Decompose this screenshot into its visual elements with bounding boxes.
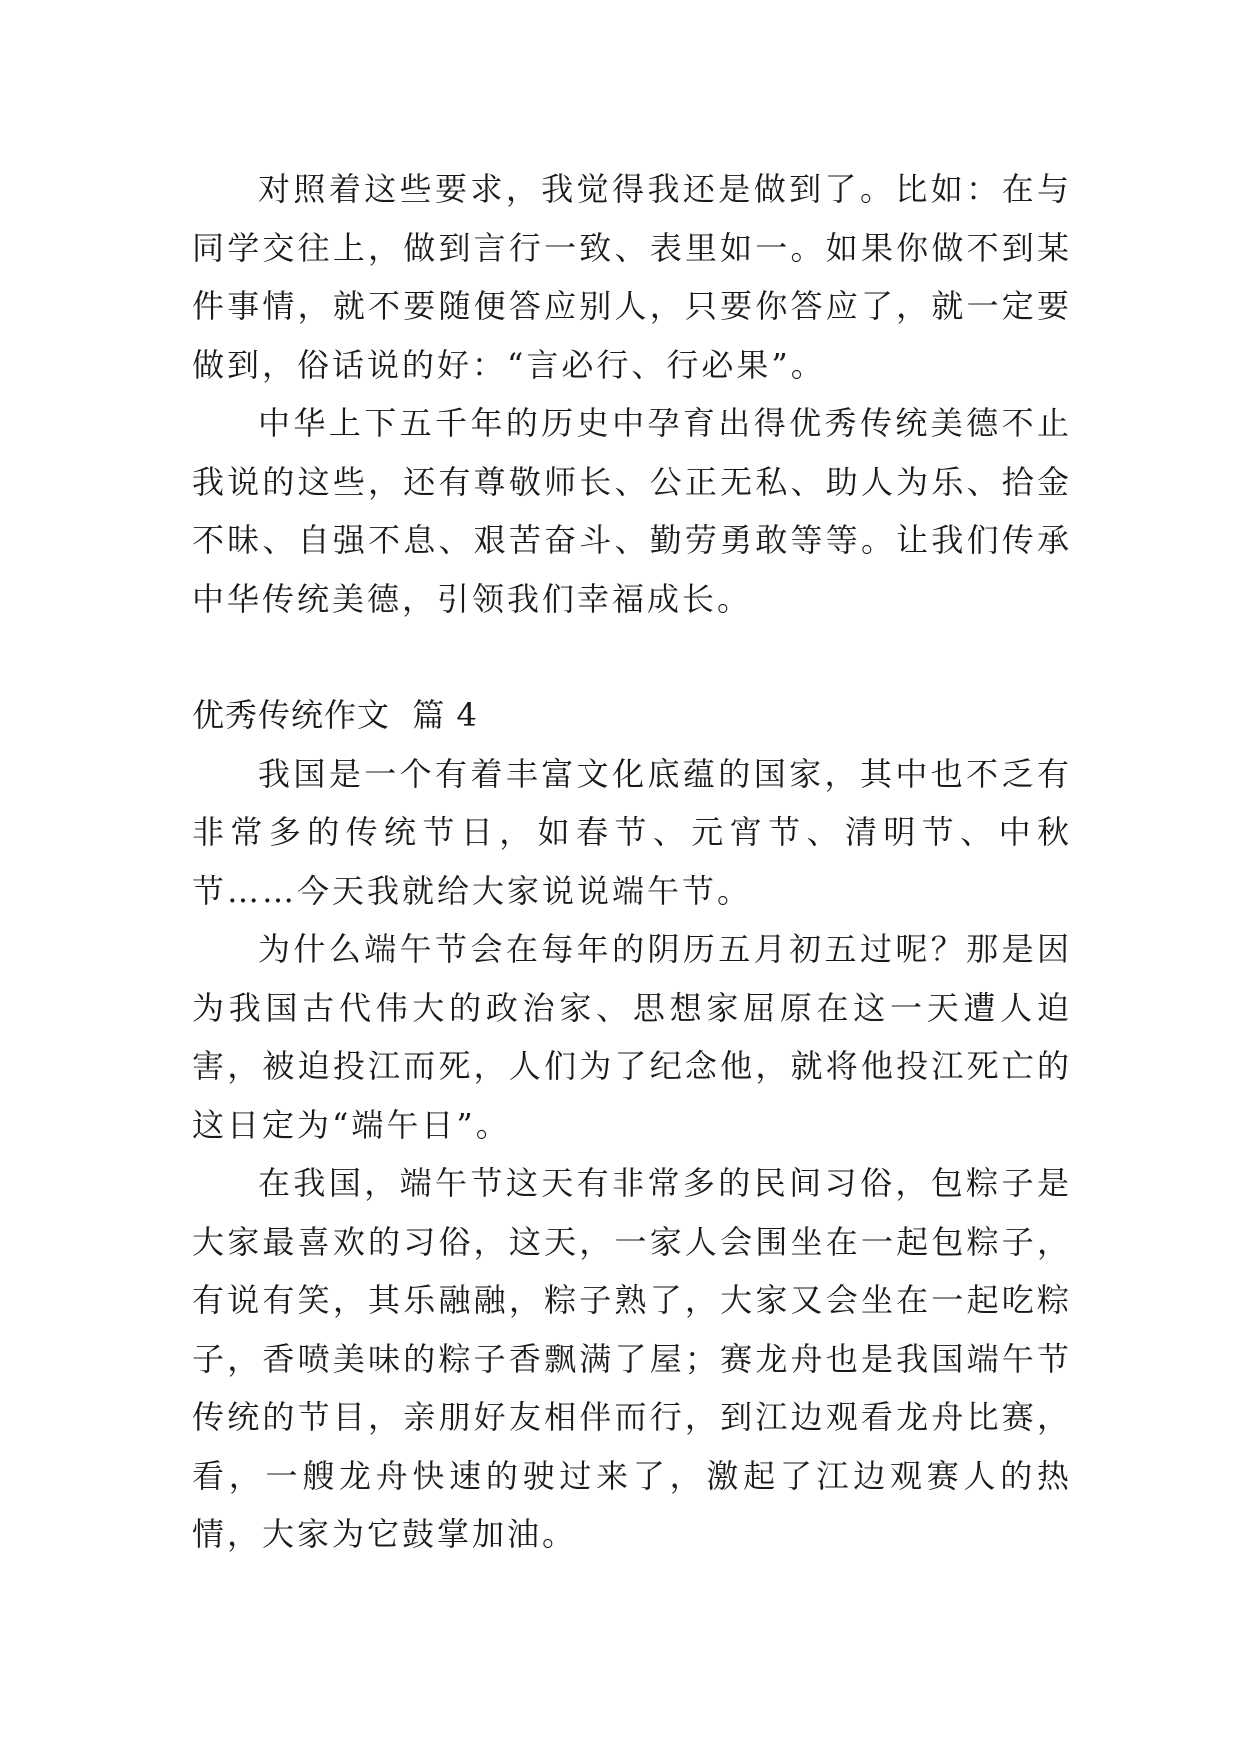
paragraph: 对照着这些要求，我觉得我还是做到了。比如：在与同学交往上，做到言行一致、表里如一。如果你做不到某件事情，就不要随便答应别人，只要你答应了，就一定要做到，俗话说的好：“言必行、行必果”。 [192,170,1072,384]
document-body [192,160,1072,1564]
paragraph: 在我国，端午节这天有非常多的民间习俗，包粽子是大家最喜欢的习俗，这天，一家人会围坐在一起包粽子，有说有笑，其乐融融，粽子熟了，大家又会坐在一起吃粽子，香喷美味的粽子香飘满了屋；赛龙舟也是我国端午节传统的节目，亲朋好友相伴而行，到江边观看龙舟比赛，看，一艘龙舟快速的驶过来了，激起了江边观赛人的热情，大家为它鼓掌加油。 [192,1164,1072,1553]
section-heading: 优秀传统作文 篇 4 [192,696,478,734]
paragraph: 为什么端午节会在每年的阴历五月初五过呢？那是因为我国古代伟大的政治家、思想家屈原在这一天遭人迫害，被迫投江而死，人们为了纪念他，就将他投江死亡的这日定为“端午日”。 [192,930,1072,1144]
paragraph: 我国是一个有着丰富文化底蕴的国家，其中也不乏有非常多的传统节日，如春节、元宵节、清明节、中秋节……今天我就给大家说说端午节。 [192,754,1072,910]
paragraph: 中华上下五千年的历史中孕育出得优秀传统美德不止我说的这些，还有尊敬师长、公正无私、助人为乐、拾金不昧、自强不息、艰苦奋斗、勤劳勇敢等等。让我们传承中华传统美德，引领我们幸福成长。 [192,404,1072,618]
